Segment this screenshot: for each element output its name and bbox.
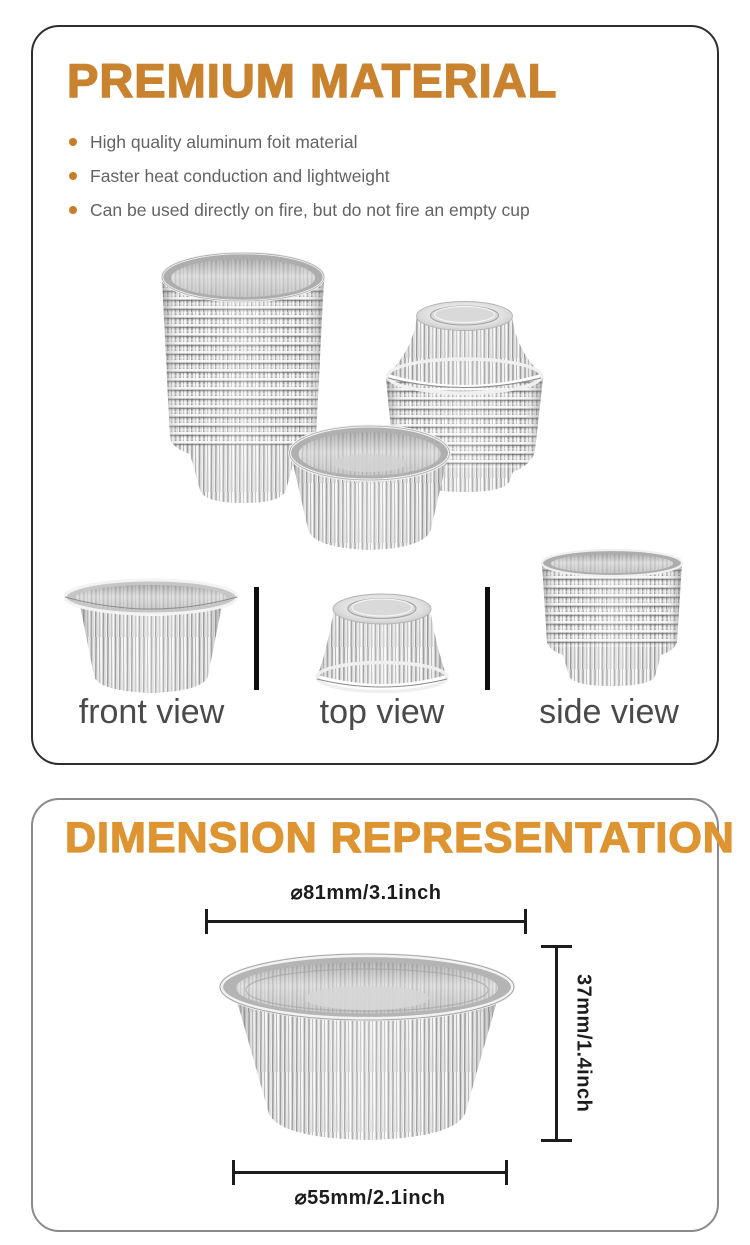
dimension-tick [505, 1160, 508, 1185]
premium-title: PREMIUM MATERIAL [67, 54, 558, 107]
bottom-diameter-label: ⌀55mm/2.1inch [294, 1187, 446, 1209]
top-view-label: top view [319, 693, 445, 731]
side-view-image [539, 549, 685, 689]
product-photo-collage [33, 27, 721, 567]
premium-material-card [31, 25, 719, 765]
top-diameter-label: ⌀81mm/3.1inch [290, 882, 442, 904]
bottom-diameter-dimension-line [232, 1171, 508, 1174]
front-view-image [64, 577, 239, 695]
dimension-title: DIMENSION REPRESENTATION [65, 814, 735, 862]
dimension-card [31, 798, 735, 1232]
front-view-label: front view [78, 693, 225, 731]
dimension-tick [205, 909, 208, 934]
height-label: 37mm/1.4inch [572, 974, 595, 1113]
top-diameter-dimension-line [205, 920, 527, 923]
top-view-image [312, 587, 452, 695]
dimension-cup-image [217, 952, 517, 1150]
feature-text: Can be used directly on fire, but do not fire an empty cup [90, 199, 530, 220]
feature-text: Faster heat conduction and lightweight [90, 165, 390, 186]
side-view-label: side view [539, 693, 679, 731]
dimension-tick [524, 909, 527, 934]
dimension-tick [232, 1160, 235, 1185]
view-divider [485, 587, 490, 690]
height-dimension-line [555, 945, 558, 1142]
view-divider [254, 587, 259, 690]
foil-cup-front-image [287, 423, 452, 560]
feature-text: High quality aluminum foit material [90, 131, 358, 152]
